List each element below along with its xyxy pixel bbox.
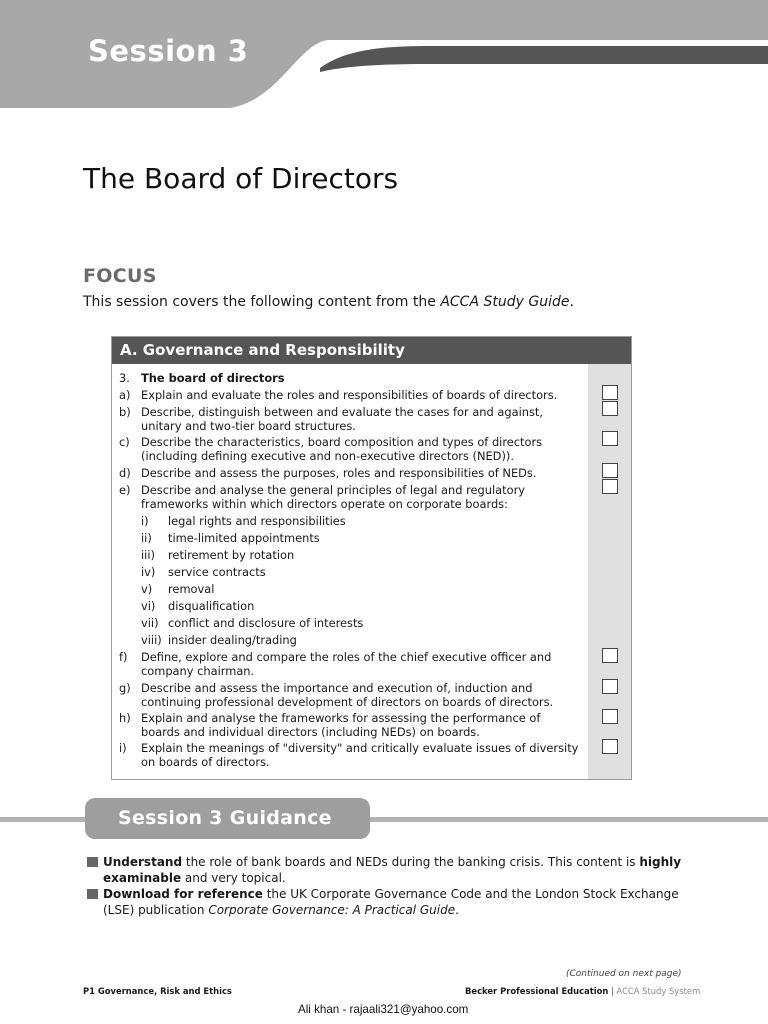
subitem-text: legal rights and responsibilities	[168, 514, 346, 528]
publication-title: Corporate Governance: A Practical Guide	[208, 903, 456, 917]
outcome-text: Describe, distinguish between and evaluate the cases for and against, unitary and two-tier board structures.	[141, 405, 543, 433]
page-title: The Board of Directors	[83, 162, 399, 195]
subitem-number: iii)	[141, 548, 155, 562]
outcome-letter: f)	[119, 650, 128, 664]
subitem-text: retirement by rotation	[168, 548, 295, 562]
outcome-text: Explain and evaluate the roles and responsibilities of boards of directors.	[141, 388, 558, 402]
guidance-text	[103, 854, 703, 886]
header-dark-swoosh	[320, 46, 768, 72]
outcome-letter: d)	[119, 466, 131, 480]
subitem-number: viii)	[141, 633, 162, 647]
subitem-number: i)	[141, 514, 149, 528]
guidance-text-part: the role of bank boards and NEDs during the banking crisis. This content is	[182, 855, 640, 869]
outcome-letter: c)	[119, 435, 130, 449]
outcome-checkbox[interactable]	[602, 479, 618, 494]
guidance-keyword: Understand	[103, 855, 183, 869]
outcome-checkbox[interactable]	[602, 431, 618, 446]
outcome-checkbox[interactable]	[602, 679, 618, 694]
subitem-number: vi)	[141, 599, 156, 613]
outcome-letter: b)	[119, 405, 131, 419]
guidance-text	[103, 886, 703, 918]
outcome-text: Describe the characteristics, board composition and types of directors (including defining executive and non-executive directors (NED)).	[141, 435, 543, 463]
focus-intro-prefix: This session covers the following content from the	[83, 294, 441, 310]
topic-title: The board of directors	[141, 371, 285, 385]
guidance-text-part: the UK Corporate Governance Code and the London Stock Exchange (LSE) publication	[103, 887, 679, 917]
outcome-text: Explain the meanings of "diversity" and critically evaluate issues of diversity on boards of directors.	[141, 741, 579, 769]
guidance-keyword: highly examinable	[103, 855, 682, 885]
outcome-text: Describe and assess the purposes, roles and responsibilities of NEDs.	[141, 466, 537, 480]
subitem-text: removal	[168, 582, 215, 596]
footer-course: P1 Governance, Risk and Ethics	[83, 986, 232, 996]
subitem-number: ii)	[141, 531, 152, 545]
section-title: A. Governance and Responsibility	[112, 337, 631, 364]
subitem-text: insider dealing/trading	[168, 633, 297, 647]
outcome-checkbox[interactable]	[602, 739, 618, 754]
outcome-text: Describe and analyse the general principles of legal and regulatory frameworks within which directors operate on corporate boards:	[141, 483, 526, 511]
footer-publisher	[465, 986, 700, 996]
subitem-number: iv)	[141, 565, 156, 579]
publisher-name: Becker Professional Education	[465, 986, 609, 996]
subitem-text: time-limited appointments	[168, 531, 320, 545]
guidance-text-part: .	[455, 903, 459, 917]
subitem-text: conflict and disclosure of interests	[168, 616, 364, 630]
guidance-keyword: Download for reference	[103, 887, 263, 901]
guidance-text-part: and very topical.	[181, 871, 286, 885]
study-system-label: ACCA Study System	[616, 986, 701, 996]
outcome-text: Describe and assess the importance and execution of, induction and continuing professional development of directors on boards of directors.	[141, 681, 554, 709]
subitem-text: service contracts	[168, 565, 266, 579]
learning-outcomes-box	[111, 336, 632, 780]
square-bullet-icon	[87, 889, 98, 899]
session-label: Session 3	[88, 34, 249, 68]
outcome-checkbox[interactable]	[602, 709, 618, 724]
owner-watermark: Ali khan - rajaali321@yahoo.com	[298, 1003, 469, 1016]
subitem-number: v)	[141, 582, 153, 596]
subitem-text: disqualification	[168, 599, 255, 613]
subitem-number: vii)	[141, 616, 159, 630]
outcome-checkbox[interactable]	[602, 463, 618, 478]
guidance-title: Session 3 Guidance	[85, 798, 370, 839]
outcome-text: Explain and analyse the frameworks for assessing the performance of boards and individual directors (including NEDs) on boards.	[141, 711, 541, 739]
study-guide-title: ACCA Study Guide	[440, 294, 570, 310]
focus-intro	[83, 294, 574, 310]
outcome-checkbox[interactable]	[602, 385, 618, 400]
outcome-text: Define, explore and compare the roles of the chief executive officer and company chairman.	[141, 650, 552, 678]
outcome-checkbox[interactable]	[602, 401, 618, 416]
outcome-letter: g)	[119, 681, 131, 695]
outcome-letter: i)	[119, 741, 127, 755]
outcome-letter: a)	[119, 388, 131, 402]
outcome-letter: e)	[119, 483, 131, 497]
continued-note: (Continued on next page)	[566, 969, 682, 979]
focus-heading: FOCUS	[83, 265, 157, 287]
outcome-letter: h)	[119, 711, 131, 725]
outcome-checkbox[interactable]	[602, 648, 618, 663]
square-bullet-icon	[87, 857, 98, 867]
topic-number: 3.	[119, 371, 130, 385]
focus-intro-suffix: .	[569, 294, 574, 310]
footer-separator: |	[608, 986, 617, 996]
